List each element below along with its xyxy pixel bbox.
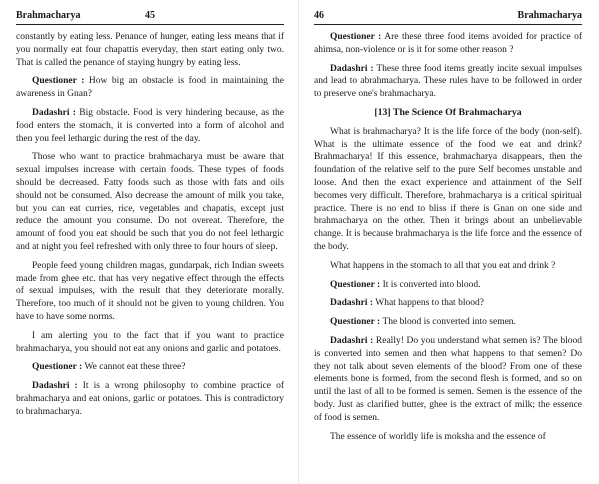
speaker-label: Questioner : — [32, 76, 85, 87]
speaker-label: Dadashri : — [330, 63, 374, 74]
speaker-label: Dadashri : — [330, 298, 374, 309]
paragraph-text: It is converted into blood. — [380, 279, 481, 290]
paragraph-text: People feed young children magas, gundarpak, rich Indian sweets made from ghee etc. that has very negative effect through the effects of sexual impulses, with the result that they deteriorate morally. Therefore, too much of it should not be given to young children. You have to have some norms. — [16, 260, 284, 322]
paragraph-text: constantly by eating less. Penance of hunger, eating less means that if you normally eat four chapattis everyday, then start eating only two. That is called the penance of staying hungry by eating less. — [16, 32, 284, 68]
page-number: 45 — [145, 10, 155, 21]
paragraph-text: What happens in the stomach to all that you eat and drink ? — [330, 260, 556, 271]
paragraph-text: Big obstacle. Food is very hindering because, as the food enters the stomach, it is converted into a form of alcohol and then you feel lethargic during the rest of the day. — [16, 107, 284, 144]
paragraph — [16, 330, 284, 356]
paragraph — [16, 31, 284, 69]
paragraph-group — [314, 31, 582, 101]
header-title: Brahmacharya — [517, 10, 582, 21]
paragraph — [16, 260, 284, 324]
paragraph — [314, 63, 582, 101]
left-page — [16, 0, 284, 484]
paragraph — [314, 260, 582, 273]
paragraph — [314, 335, 582, 425]
paragraph-text: What happens to that blood? — [373, 298, 484, 309]
right-page — [314, 0, 582, 484]
paragraph-text: Really! Do you understand what semen is? The blood is converted into semen and then what happens to that semen? Do they not talk about seven elements of the blood? From one of these elements bone is formed, from the second flesh is formed, and so on until the last of all to be formed is semen. Semen is the essence of the body. Just as clarified butter, ghee is the extract of milk; the essence of food is semen. — [314, 335, 582, 423]
speaker-label: Dadashri : — [330, 335, 374, 346]
paragraph — [314, 431, 582, 444]
paragraph — [314, 279, 582, 292]
speaker-label: Questioner : — [330, 279, 381, 290]
speaker-label: Dadashri : — [32, 381, 78, 392]
paragraph — [314, 297, 582, 310]
paragraph-text: I am alerting you to the fact that if you want to practice brahmacharya, you should not eat any onions and garlic and potatoes. — [16, 330, 284, 354]
book-gutter — [298, 0, 299, 484]
paragraph — [16, 75, 284, 101]
paragraph — [16, 361, 284, 374]
paragraph — [314, 316, 582, 329]
page-number: 46 — [314, 10, 324, 21]
paragraph-text: The essence of worldly life is moksha and the essence of — [330, 431, 546, 442]
page-body — [16, 31, 284, 419]
paragraph-text: Those who want to practice brahmacharya must be aware that sexual impulses increase with certain foods. These types of foods should be decreased. Fatty foods such as those with fats and oils should not be consumed. Also decrease the amount of milk you take, but you can eat curries, rice, vegetables and chapatis, except just reduce the amount you consume. Do not overeat. Therefore, the amount of food you eat should be such that you do not feel lethargic and at night you feel refreshed with only three to four hours of sleep. — [16, 152, 284, 252]
paragraph — [314, 31, 582, 57]
paragraph-group — [314, 126, 582, 444]
speaker-label: Dadashri : — [32, 107, 76, 118]
page-header — [314, 6, 582, 25]
paragraph — [314, 126, 582, 254]
speaker-label: Questioner : — [330, 317, 381, 328]
paragraph-text: These three food items greatly incite sexual impulses and lead to abrahmacharya. These rules have to be followed in order to preserve one's brahmacharya. — [314, 63, 582, 100]
page-body — [314, 31, 582, 443]
paragraph-text: The blood is converted into semen. — [380, 317, 516, 328]
paragraph-text: What is brahmacharya? It is the life force of the body (non-self). What is the ultimate essence of the food we eat and drink? Brahmacharya! If this essence, brahmacharya disappears, then the foundation of the relative self to the pure Self becomes unstable and loose. And then the exact experience and attainment of the Self becomes very difficult. Therefore, brahmacharya is a critical spiritual practice. There is no end to bliss if there is Gnan on one side and brahmacharya on the other. Then it brings about an unbelievable change. It is because brahmacharya is the life force and the essence of the body. — [314, 126, 582, 252]
speaker-label: Questioner : — [32, 362, 83, 373]
paragraph — [16, 107, 284, 145]
page-header — [16, 6, 284, 25]
paragraph — [16, 151, 284, 253]
paragraph-text: We cannot eat these three? — [82, 362, 186, 373]
paragraph-text: Are these three food items avoided for practice of ahimsa, non-violence or is it for some other reason ? — [314, 32, 582, 55]
paragraph-text: It is a wrong philosophy to combine practice of brahmacharya and eat onions, garlic or potatoes. This is contradictory to brahmacharya. — [16, 381, 284, 417]
speaker-label: Questioner : — [330, 32, 382, 42]
header-title: Brahmacharya — [16, 10, 81, 21]
section-heading: [13] The Science Of Brahmacharya — [374, 106, 522, 118]
paragraph — [16, 380, 284, 418]
paragraph-text: How big an obstacle is food in maintaining the awareness in Gnan? — [16, 76, 284, 100]
